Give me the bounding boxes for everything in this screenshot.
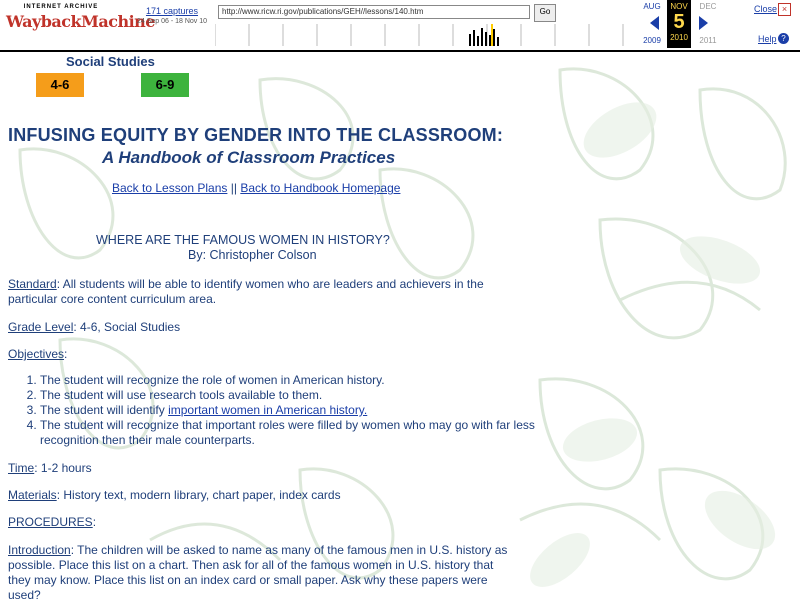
objectives-list — [22, 373, 540, 448]
standard-text: : All students will be able to identify women who are leaders and achievers in the particular core content curriculum area. — [8, 277, 484, 306]
time-text: : 1-2 hours — [34, 461, 92, 475]
lesson-title: WHERE ARE THE FAMOUS WOMEN IN HISTORY? — [96, 233, 390, 247]
capture-calendar — [638, 0, 738, 48]
current-capture-date — [667, 0, 691, 48]
standard-paragraph — [8, 277, 518, 307]
subject-heading: Social Studies — [66, 54, 155, 69]
grade-level-text: : 4-6, Social Studies — [73, 320, 181, 334]
help-question-icon[interactable]: ? — [778, 33, 789, 44]
page-subtitle: A Handbook of Classroom Practices — [102, 148, 396, 167]
nav-separator: || — [230, 181, 237, 195]
introduction-label: Introduction — [8, 543, 71, 557]
lesson-author: By: Christopher Colson — [188, 248, 317, 262]
time-label: Time — [8, 461, 35, 475]
back-to-handbook-link[interactable]: Back to Handbook Homepage — [240, 181, 401, 195]
procedures-label: PROCEDURES — [8, 515, 93, 529]
objectives-heading — [8, 347, 518, 362]
time-paragraph — [8, 461, 518, 476]
introduction-text: : The children will be asked to name as many of the famous men in U.S. history as possible. Place this list on a chart. Then ask for all of the famous women in U.S. history that they may know. Place this list on an index card or small paper. Ask why these papers were used? — [8, 543, 508, 602]
objectives-colon: : — [64, 347, 68, 361]
list-item — [40, 403, 540, 418]
grade-button-4-6[interactable]: 4-6 — [36, 73, 84, 97]
page-content — [0, 50, 800, 600]
materials-text: : History text, modern library, chart paper, index cards — [56, 488, 341, 502]
grade-level-paragraph — [8, 320, 518, 335]
captures-range: 24 Sep 06 - 18 Nov 10 — [136, 18, 208, 25]
close-link[interactable]: Close — [754, 4, 778, 14]
important-women-link[interactable]: important women in American history. — [168, 403, 368, 417]
wayback-toolbar — [0, 0, 800, 52]
introduction-paragraph — [8, 543, 518, 603]
nav-links — [112, 181, 400, 195]
objective-3-text: The student will identify — [40, 403, 169, 417]
next-year-label: 2011 — [699, 36, 717, 45]
next-month-label: DEC — [699, 2, 717, 11]
procedures-colon: : — [92, 515, 97, 529]
list-item: 2. The student will use research tools available to them. — [40, 388, 540, 403]
list-item: 1. The student will recognize the role of women in American history. — [40, 373, 540, 388]
current-month: NOV — [670, 2, 688, 11]
next-capture-arrow-icon[interactable] — [699, 16, 708, 30]
logo-top-text: INTERNET ARCHIVE — [23, 4, 99, 10]
logo-main-text: WaybackMachine — [6, 12, 155, 31]
page-title: INFUSING EQUITY BY GENDER INTO THE CLASSROOM: — [8, 125, 504, 145]
close-x-icon[interactable]: × — [778, 3, 791, 16]
grade-button-6-9[interactable]: 6-9 — [141, 73, 189, 97]
current-day: 5 — [673, 11, 685, 33]
help-link[interactable]: Help — [758, 34, 777, 44]
standard-label: Standard — [8, 277, 57, 291]
captures-info — [132, 6, 212, 25]
objectives-label: Objectives — [8, 347, 65, 361]
list-item: 4. The student will recognize that important roles were filled by women who may go with far less recognition then their male counterparts. — [40, 418, 540, 448]
procedures-heading — [8, 515, 518, 530]
prev-year-label[interactable]: 2009 — [643, 36, 661, 45]
materials-label: Materials — [8, 488, 57, 502]
prev-month-label[interactable]: AUG — [643, 2, 661, 11]
url-input[interactable]: http://www.ricw.ri.gov/publications/GEH//lessons/140.htm — [218, 5, 530, 19]
materials-paragraph — [8, 488, 518, 503]
prev-capture-arrow-icon[interactable] — [650, 16, 659, 30]
current-year: 2010 — [670, 33, 688, 42]
capture-sparkline[interactable] — [215, 24, 625, 46]
back-to-lesson-plans-link[interactable]: Back to Lesson Plans — [112, 181, 228, 195]
wayback-logo[interactable] — [6, 4, 155, 44]
go-button[interactable]: Go — [534, 4, 556, 22]
grade-level-label: Grade Level — [8, 320, 74, 334]
captures-link[interactable]: 171 captures — [145, 6, 199, 16]
